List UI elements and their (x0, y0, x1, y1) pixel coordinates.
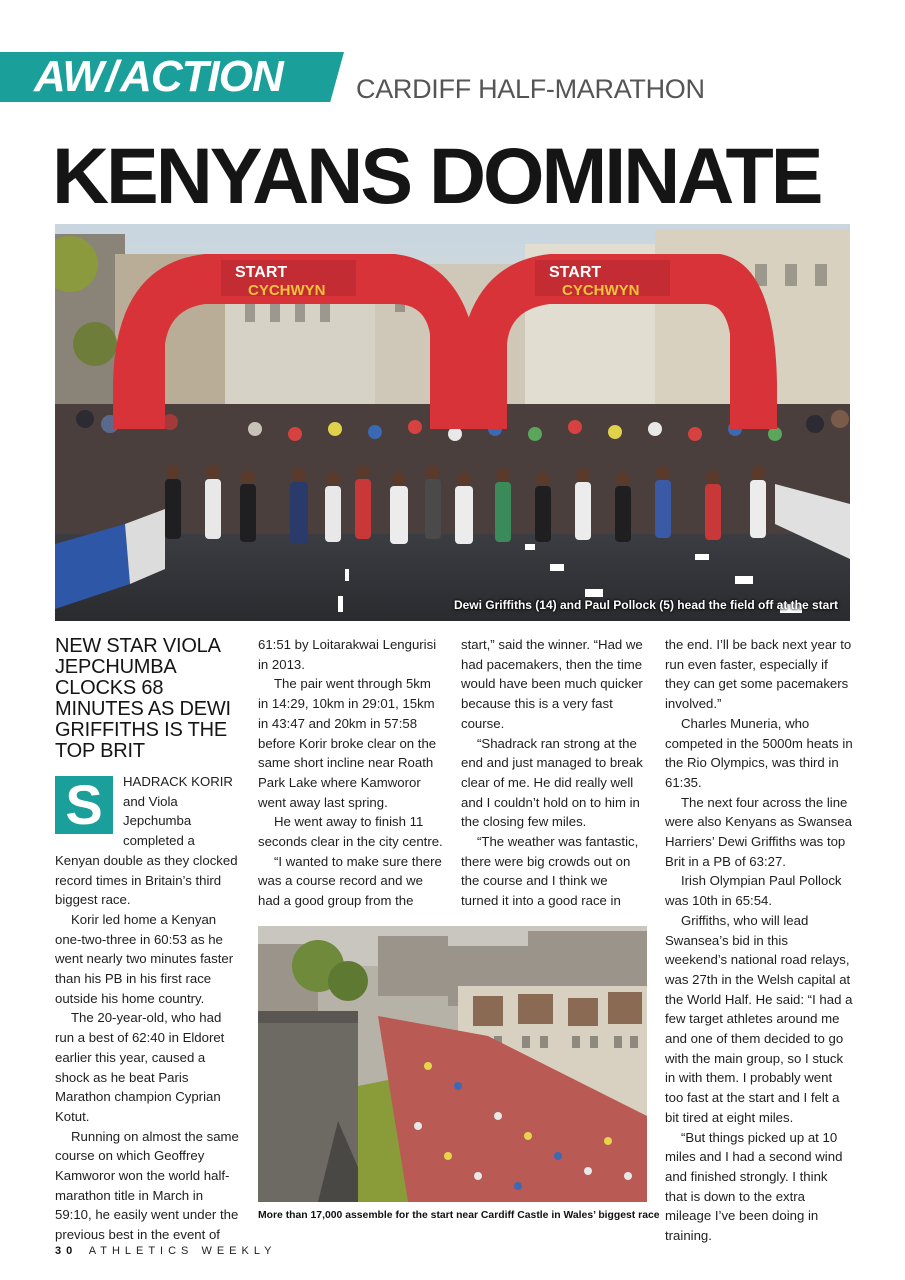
drop-cap: S (55, 776, 113, 834)
paragraph: 61:51 by Loitarakwai Lengurisi in 2013. (258, 637, 437, 672)
standfirst: NEW STAR VIOLA JEPCHUMBA CLOCKS 68 MINUTES AS DEWI GRIFFITHS IS THE TOP BRIT (55, 635, 231, 762)
castle-photo (258, 926, 647, 1202)
paragraph: start,” said the winner. “Had we had pacemakers, then the time would have been much quicker because this is a very fast course. (461, 637, 643, 731)
arch-left-top-text: START (235, 264, 288, 281)
headline: KENYANS DOMINATE (52, 131, 821, 220)
section-label: CARDIFF HALF-MARATHON (356, 74, 705, 104)
paragraph: Irish Olympian Paul Pollock was 10th in 65:54. (665, 873, 842, 909)
race-start-illustration (55, 224, 850, 621)
brand-left: AW (34, 52, 103, 101)
paragraph: “But things picked up at 10 miles and I had a second wind and finished strongly. I think that is down to the extra mileage I’ve been doing in training. (665, 1129, 843, 1244)
paragraph: The pair went through 5km in 14:29, 10km in 29:01, 15km in 43:47 and 20km in 57:58 before Korir broke clear on the same short incline near Roath Park Lake where Kamworor went away last spring. (258, 676, 437, 810)
paragraph: He went away to finish 11 seconds clear in the city centre. (258, 814, 443, 850)
castle-crowd-illustration (258, 926, 647, 1202)
paragraph: The next four across the line were also Kenyans as Swansea Harriers’ Dewi Griffiths was top Brit in a PB of 63:27. (665, 794, 852, 869)
paragraph: “Shadrack ran strong at the end and just managed to break clear of me. He did really well and I couldn’t hold on to him in the closing few miles. (461, 735, 643, 830)
article-column-2 (258, 635, 444, 911)
arch-left-bottom-text: CYCHWYN (248, 282, 326, 299)
article-column-4 (665, 635, 853, 1246)
page-number: 30 (55, 1245, 78, 1257)
paragraph: Korir led home a Kenyan one-two-three in 60:53 as he went nearly two minutes faster than his PB in his first race outside his home country. (55, 911, 234, 1006)
paragraph: “The weather was fantastic, there were big crowds out on the course and I think we turned it into a good race in (461, 834, 639, 909)
paragraph: HADRACK KORIR and Viola Jepchumba completed a Kenyan double as they clocked record times in Britain’s third biggest race. (55, 774, 238, 908)
brand-logo (34, 52, 283, 102)
brand-right: ACTION (120, 52, 283, 101)
castle-photo-caption: More than 17,000 assemble for the start near Cardiff Castle in Wales’ biggest race (258, 1210, 660, 1221)
arch-right-bottom-text: CYCHWYN (562, 282, 640, 299)
main-photo-caption: Dewi Griffiths (14) and Paul Pollock (5) head the field off at the start (453, 598, 838, 612)
paragraph: The 20-year-old, who had run a best of 62:40 in Eldoret earlier this year, caused a shock as he beat Paris Marathon champion Cyprian Kotut. (55, 1010, 225, 1124)
article-column-1 (55, 772, 239, 1245)
article-column-3 (461, 635, 647, 911)
paragraph: Griffiths, who will lead Swansea’s bid in this weekend’s national road relays, was 27th in the Welsh capital at the World Half. He said: “I had a few target athletes around me and one of them decided to go with the main group, so I stuck in with them. I probably went too fast at the start and I felt a bit tired at eight miles. (665, 912, 853, 1125)
brand-slash: / (105, 52, 118, 101)
paragraph: Charles Muneria, who competed in the 5000m heats in the Rio Olympics, was third in 61:35. (665, 715, 853, 790)
arch-right-top-text: START (549, 264, 602, 281)
paragraph: the end. I’ll be back next year to run even faster, especially if they can get some pacemakers involved.” (665, 637, 852, 712)
page-footer (55, 1245, 277, 1257)
main-photo (55, 224, 850, 621)
paragraph: “I wanted to make sure there was a course record and we had a good group from the (258, 853, 442, 909)
publication-name: ATHLETICS WEEKLY (88, 1245, 277, 1257)
paragraph: Running on almost the same course on which Geoffrey Kamworor won the world half-marathon title in March in 59:10, he easily went under the previous best in the event of (55, 1128, 239, 1243)
